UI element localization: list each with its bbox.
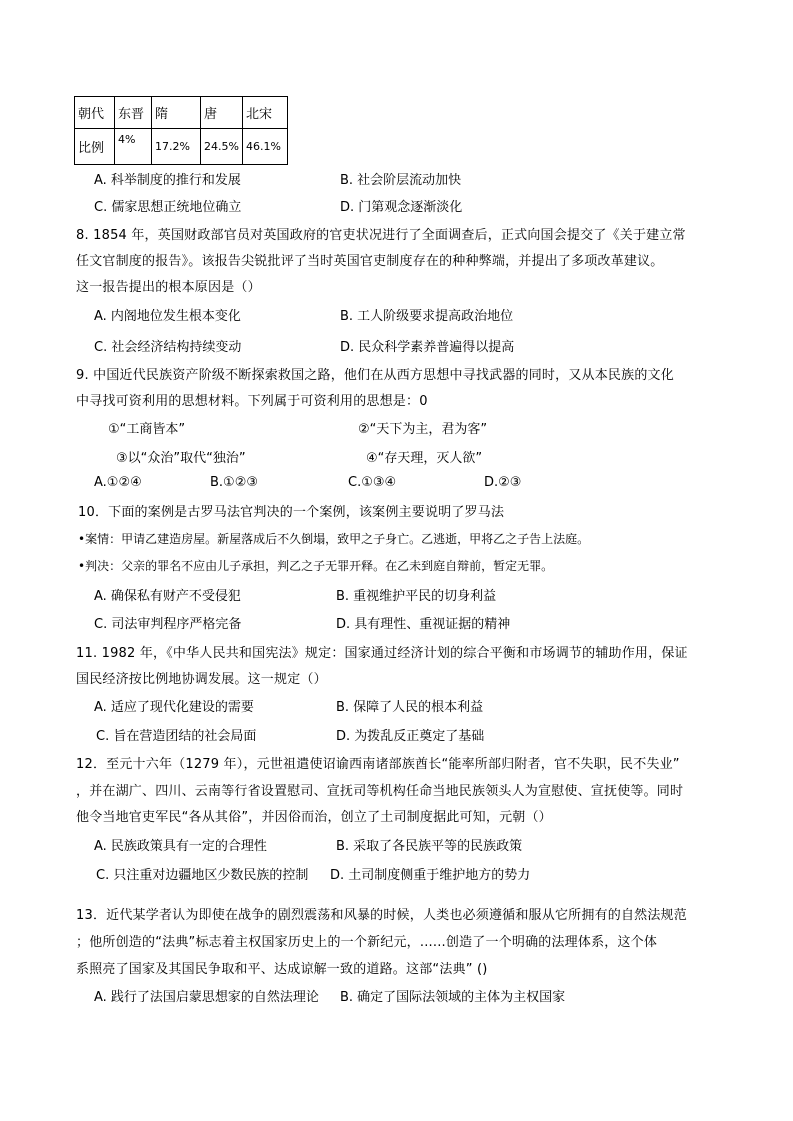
q10-option-d: D. 具有理性、重视证据的精神 — [336, 617, 511, 632]
table-cell: 17.2% — [152, 129, 201, 165]
table-cell: 北宋 — [242, 97, 287, 129]
q13-option-a: A. 践行了法国启蒙思想家的自然法理论 — [94, 990, 319, 1005]
table-cell: 朝代 — [75, 97, 115, 129]
q10-option-c: C. 司法审判程序严格完备 — [94, 617, 242, 632]
q8-option-c: C. 社会经济结构持续变动 — [94, 340, 242, 355]
q7-option-a: A. 科举制度的推行和发展 — [94, 173, 241, 188]
q12-stem-line: 12．至元十六年（1279 年），元世祖遣使诏谕西南诸部族酋长“能率所部归附者，官不失职，民不失业” — [76, 757, 680, 772]
q8-option-d: D. 民众科学素养普遍得以提高 — [340, 340, 515, 355]
q8-option-a: A. 内阁地位发生根本变化 — [94, 309, 241, 324]
q10-stem-line: 10．下面的案例是古罗马法官判决的一个案例，该案例主要说明了罗马法 — [78, 505, 505, 520]
q8-stem-line: 8. 1854 年，英国财政部官员对英国政府的官吏状况进行了全面调查后，正式向国会提交了《关于建立常 — [76, 228, 686, 243]
q11-stem-line: 国民经济按比例地协调发展。这一规定（） — [76, 672, 327, 687]
q12-stem-line: ，并在湖广、四川、云南等行省设置慰司、宣抚司等机构任命当地民族领头人为宣慰使、宣抚使等。同时 — [76, 784, 684, 799]
q13-stem-line: ；他所创造的“法典”标志着主权国家历史上的一个新纪元，......创造了一个明确的法理体系，这个体 — [76, 935, 658, 950]
q11-stem-line: 11. 1982 年，《中华人民共和国宪法》规定：国家通过经济计划的综合平衡和市场调节的辅助作用，保证 — [76, 646, 688, 661]
q7-option-b: B. 社会阶层流动加快 — [340, 173, 462, 188]
q11-option-d: D. 为拨乱反正奠定了基础 — [336, 729, 485, 744]
q11-option-c: C. 旨在营造团结的社会局面 — [96, 729, 257, 744]
q10-option-b: B. 重视维护平民的切身利益 — [336, 589, 497, 604]
q13-stem-line: 13．近代某学者认为即使在战争的剧烈震荡和风暴的时候，人类也必须遵循和服从它所拥有的自然法规范 — [76, 908, 687, 923]
q12-option-a: A. 民族政策具有一定的合理性 — [94, 839, 267, 854]
q7-option-d: D. 门第观念逐渐淡化 — [340, 200, 463, 215]
q9-item-4: ④“存天理，灭人欲” — [366, 451, 483, 466]
q9-option-d: D.②③ — [484, 475, 522, 490]
q8-stem-line: 任文官制度的报告》。该报告尖锐批评了当时英国官吏制度存在的种种弊端，并提出了多项改革建议。 — [76, 254, 664, 269]
q8-option-b: B. 工人阶级要求提高政治地位 — [340, 309, 514, 324]
q7-option-c: C. 儒家思想正统地位确立 — [94, 200, 242, 215]
q9-option-b: B.①②③ — [210, 475, 259, 490]
q9-stem-line: 中寻找可资利用的思想材料。下列属于可资利用的思想是：0 — [76, 394, 428, 409]
table-cell: 隋 — [152, 97, 201, 129]
table-cell: 东晋 — [115, 97, 152, 129]
table-cell: 46.1% — [242, 129, 287, 165]
table-data-row — [75, 129, 288, 165]
q9-item-3: ③以“众治”取代“独治” — [116, 451, 246, 466]
q13-option-b: B. 确定了国际法领域的主体为主权国家 — [340, 990, 566, 1005]
q12-option-c: C. 只注重对边疆地区少数民族的控制 — [96, 868, 309, 883]
q11-option-b: B. 保障了人民的根本利益 — [336, 700, 484, 715]
q10-option-a: A. 确保私有财产不受侵犯 — [94, 589, 241, 604]
q13-stem-line: 系照亮了国家及其国民争取和平、达成谅解一致的道路。这部“法典” () — [76, 962, 488, 977]
dynasty-ratio-table — [74, 96, 288, 165]
q9-item-2: ②“天下为主，君为客” — [358, 422, 488, 437]
q12-option-b: B. 采取了各民族平等的民族政策 — [336, 839, 523, 854]
table-cell: 唐 — [201, 97, 243, 129]
table-header-row — [75, 97, 288, 129]
table-cell: 24.5% — [201, 129, 243, 165]
q9-item-1: ①“工商皆本” — [108, 422, 186, 437]
q12-option-d: D. 土司制度侧重于维护地方的势力 — [330, 868, 531, 883]
q9-option-c: C.①③④ — [348, 475, 397, 490]
q10-verdict-text: •判决：父亲的罪名不应由儿子承担，判乙之子无罪开释。在乙未到庭自辩前，暂定无罪。 — [78, 559, 554, 573]
table-cell: 4% — [115, 129, 152, 165]
q9-option-a: A.①②④ — [94, 475, 142, 490]
q9-stem-line: 9. 中国近代民族资产阶级不断探索救国之路，他们在从西方思想中寻找武器的同时，又从本民族的文化 — [76, 368, 674, 383]
table-cell: 比例 — [75, 129, 115, 165]
q8-stem-line: 这一报告提出的根本原因是（） — [76, 280, 261, 295]
q12-stem-line: 他令当地官吏军民“各从其俗”，并因俗而治，创立了土司制度据此可知，元朝（） — [76, 810, 552, 825]
q10-case-text: •案情：甲请乙建造房屋。新屋落成后不久倒塌，致甲之子身亡。乙逃逝，甲将乙之子告上法庭。 — [78, 532, 590, 546]
q11-option-a: A. 适应了现代化建设的需要 — [94, 700, 254, 715]
